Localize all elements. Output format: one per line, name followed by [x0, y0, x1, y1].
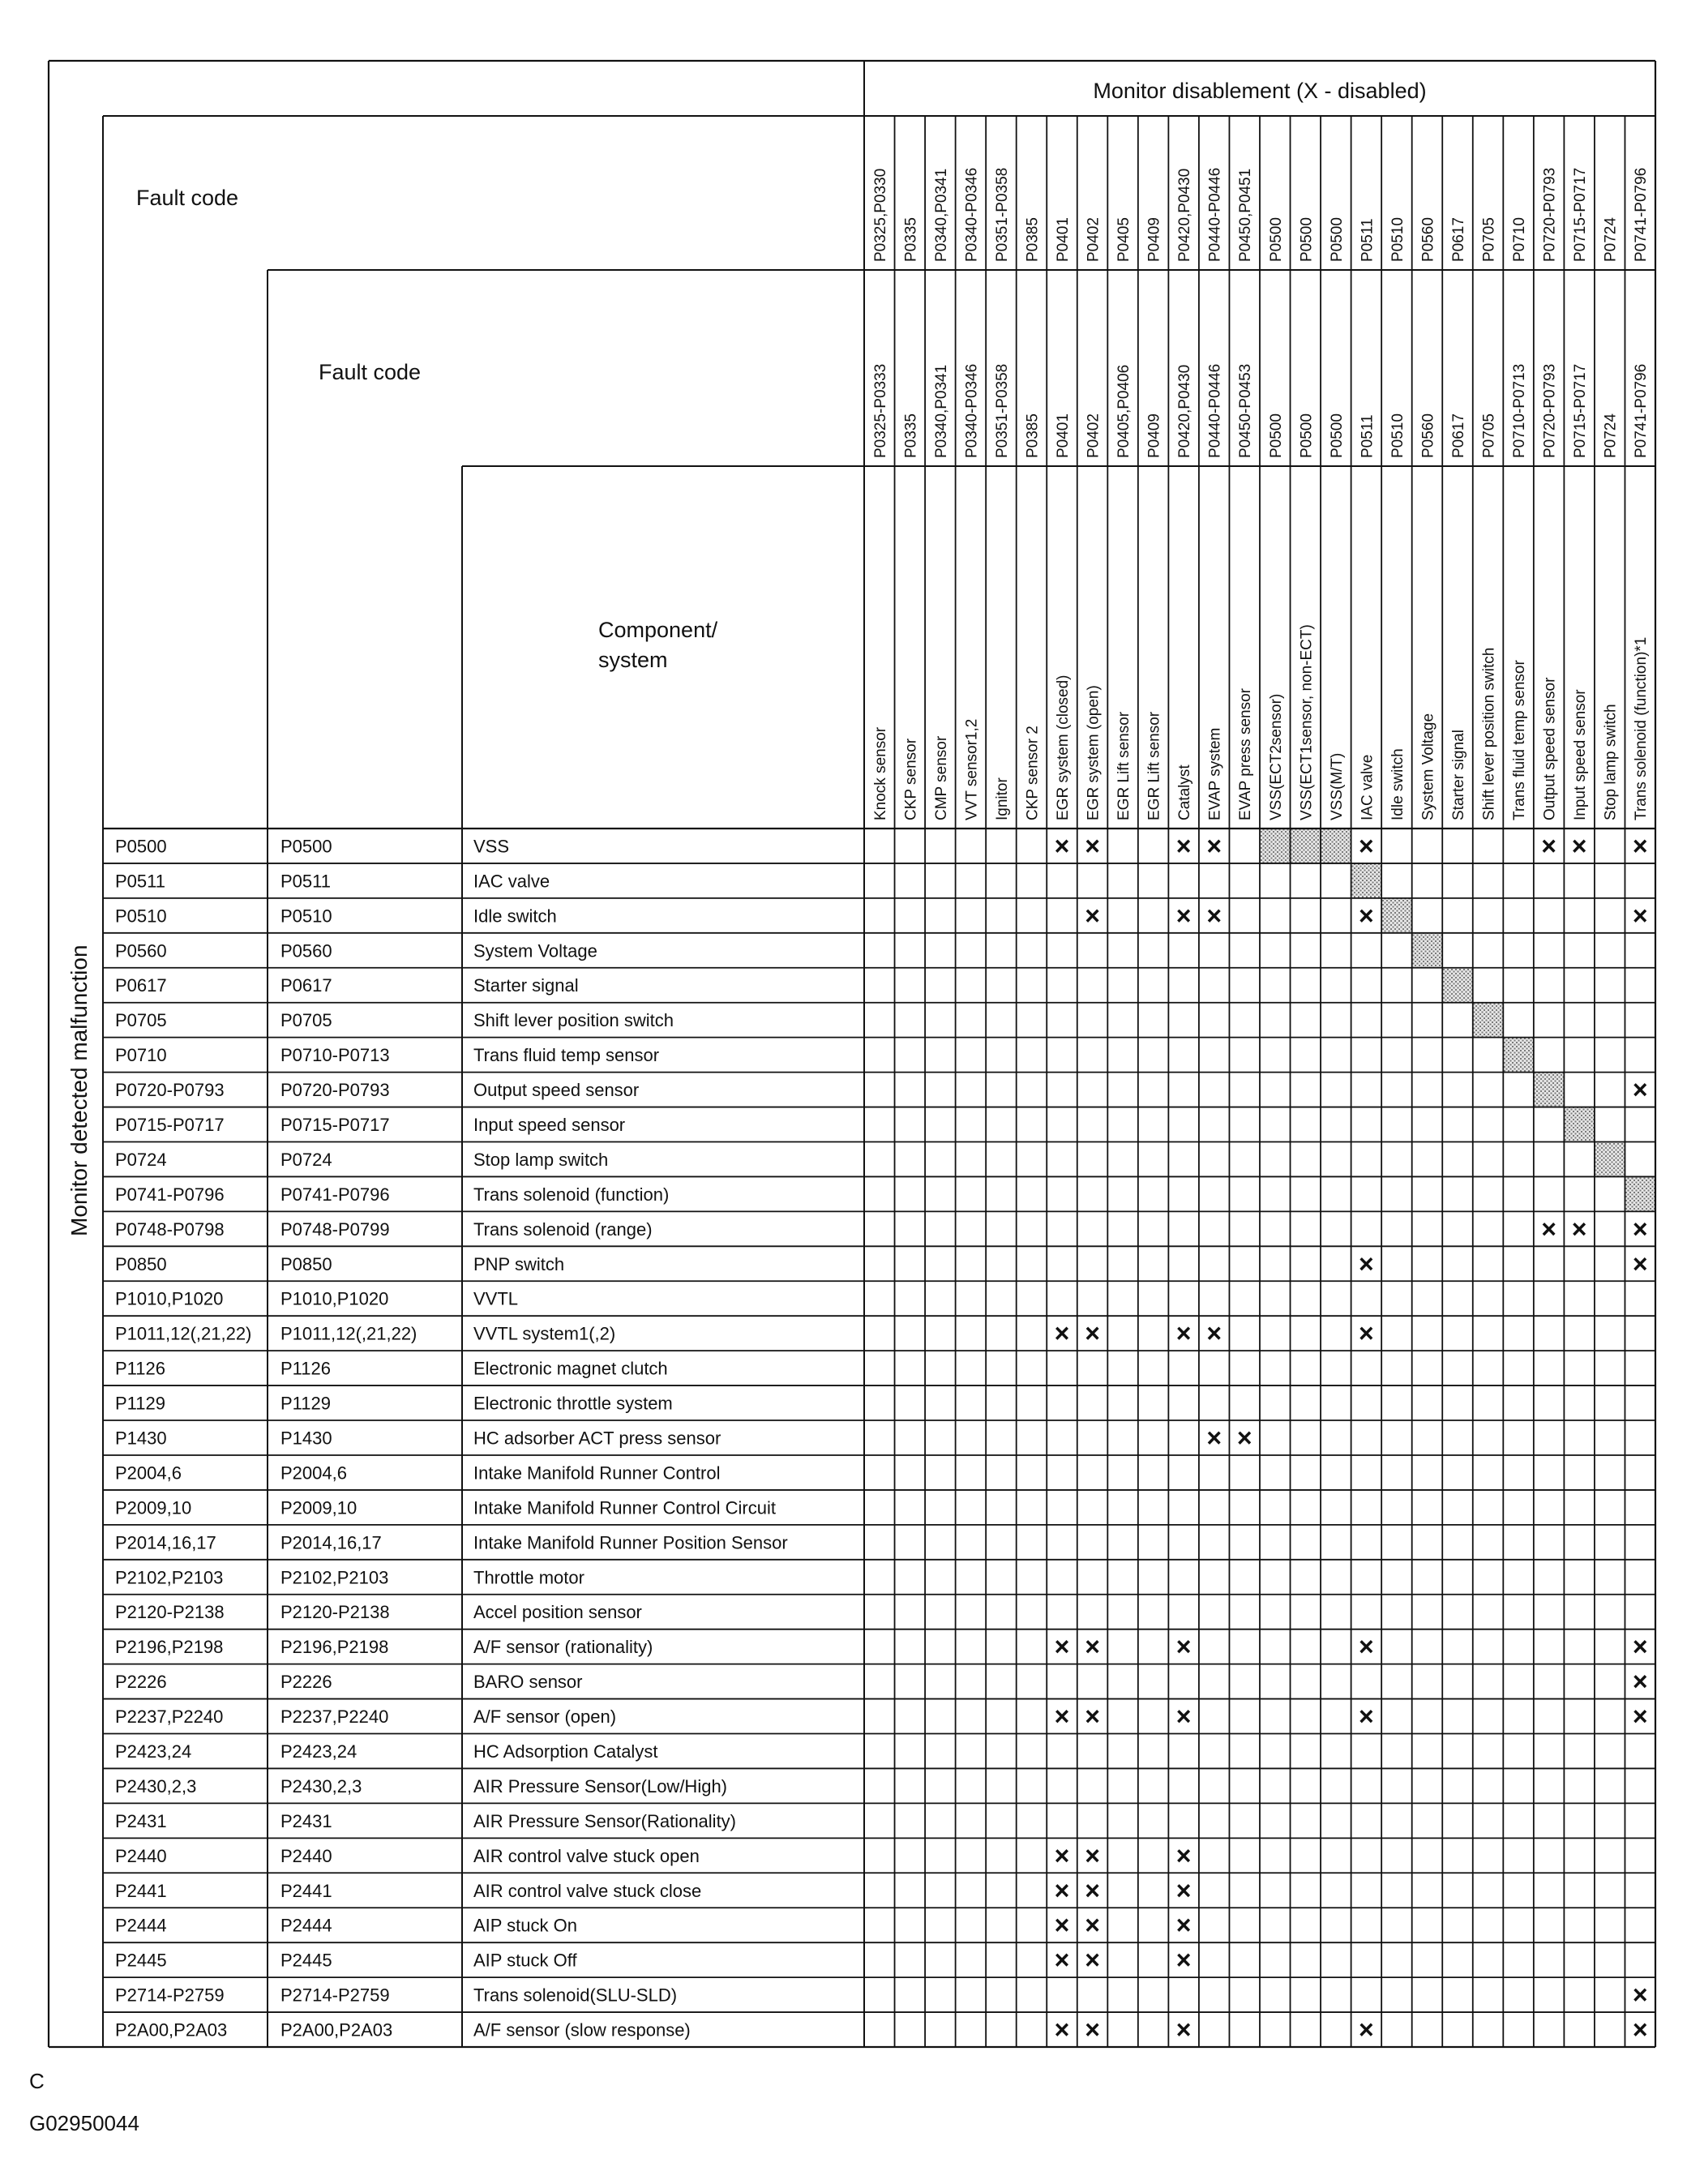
column-component: Starter signal — [1450, 730, 1467, 820]
column-code: P0450,P0451 — [1237, 168, 1255, 262]
disabled-mark: × — [1085, 1702, 1100, 1732]
disabled-mark: × — [1571, 831, 1587, 861]
row-code2: P0617 — [280, 975, 332, 996]
row-component: BARO sensor — [473, 1672, 583, 1693]
row-component: Shift lever position switch — [473, 1010, 674, 1031]
column-code: P0335 — [902, 217, 920, 262]
shaded-cell — [1321, 829, 1351, 863]
column-component: VVT sensor1,2 — [963, 718, 981, 820]
disabled-mark: × — [1632, 1632, 1648, 1662]
row-component: Intake Manifold Runner Control — [473, 1462, 721, 1484]
column-code: P0500 — [1328, 217, 1346, 262]
disabled-mark: × — [1054, 1910, 1070, 1940]
column-component: VSS(ECT1sensor, non-ECT) — [1298, 624, 1316, 820]
column-code2: P0500 — [1267, 413, 1285, 458]
row-code2: P0741-P0796 — [280, 1184, 390, 1205]
column-code: P0500 — [1298, 217, 1316, 262]
shaded-cells — [1260, 829, 1655, 1211]
column-code: P0705 — [1480, 217, 1498, 262]
row-code: P2102,P2103 — [115, 1567, 224, 1588]
shaded-cell — [1291, 829, 1321, 863]
row-code2: P0500 — [280, 836, 332, 857]
disabled-mark: × — [1236, 1423, 1252, 1453]
row-code2: P2714-P2759 — [280, 1985, 390, 2006]
row-code: P2441 — [115, 1880, 167, 1901]
row-axis-label: Monitor detected malfunction — [66, 944, 92, 1236]
row-code: P1010,P1020 — [115, 1288, 224, 1309]
disabled-mark: × — [1632, 1980, 1648, 2010]
row-code: P2A00,P2A03 — [115, 2019, 228, 2041]
row-code2: P2441 — [280, 1880, 332, 1901]
disabled-mark: × — [1632, 1075, 1648, 1105]
column-code2: P0724 — [1602, 413, 1620, 458]
disabled-mark: × — [1206, 1318, 1222, 1348]
row-component: Accel position sensor — [473, 1602, 642, 1623]
row-code: P0560 — [115, 940, 167, 961]
disabled-mark: × — [1175, 1945, 1192, 1975]
disabled-mark: × — [1359, 1632, 1374, 1662]
column-code: P0510 — [1389, 217, 1407, 262]
column-code2: P0385 — [1024, 413, 1042, 458]
row-component: IAC valve — [473, 871, 550, 892]
disabled-mark: × — [1085, 1632, 1100, 1662]
row-code: P1126 — [115, 1358, 165, 1379]
row-code: P0850 — [115, 1253, 167, 1274]
row-code: P2237,P2240 — [115, 1707, 224, 1728]
column-component: EVAP system — [1206, 727, 1224, 820]
column-component: Output speed sensor — [1541, 677, 1559, 820]
row-code2: P2A00,P2A03 — [280, 2019, 393, 2041]
column-code: P0560 — [1419, 217, 1437, 262]
row-code2: P2444 — [280, 1915, 332, 1936]
disabled-mark: × — [1085, 2015, 1100, 2045]
disabled-mark: × — [1175, 1840, 1192, 1870]
shaded-cell — [1503, 1038, 1534, 1073]
monitor-disablement-title: Monitor disablement (X - disabled) — [1093, 79, 1427, 103]
row-code2: P0748-P0799 — [280, 1218, 390, 1240]
disabled-mark: × — [1085, 1945, 1100, 1975]
row-code2: P0710-P0713 — [280, 1045, 390, 1066]
column-code: P0409 — [1145, 217, 1163, 262]
row-code: P0748-P0798 — [115, 1218, 225, 1240]
disabled-mark: × — [1085, 1840, 1100, 1870]
column-component: CMP sensor — [932, 735, 950, 820]
column-component: Shift lever position switch — [1480, 647, 1498, 820]
row-component: VVTL — [473, 1288, 519, 1309]
row-code: P0715-P0717 — [115, 1115, 225, 1136]
shaded-cell — [1473, 1003, 1504, 1038]
row-code: P2431 — [115, 1810, 167, 1831]
figure-id: G02950044 — [29, 2111, 139, 2135]
row-component: AIR Pressure Sensor(Rationality) — [473, 1810, 737, 1831]
disabled-mark: × — [1632, 1248, 1648, 1278]
column-code: P0720-P0793 — [1541, 167, 1559, 262]
row-component: Output speed sensor — [473, 1080, 640, 1101]
shaded-cell — [1534, 1073, 1565, 1107]
disabled-mark: × — [1359, 2015, 1374, 2045]
row-component: Starter signal — [473, 975, 579, 996]
component-header-line2: system — [598, 648, 668, 672]
row-code2: P2445 — [280, 1950, 332, 1971]
column-component: Stop lamp switch — [1602, 704, 1620, 820]
row-code2: P0705 — [280, 1010, 332, 1031]
row-component: Trans solenoid (function) — [473, 1184, 670, 1205]
column-code: P0440-P0446 — [1206, 167, 1224, 262]
row-component: Input speed sensor — [473, 1115, 626, 1136]
row-component: AIR control valve stuck open — [473, 1845, 700, 1866]
row-code2: P0510 — [280, 906, 332, 927]
row-code: P0511 — [115, 871, 165, 892]
disabled-mark: × — [1571, 1214, 1587, 1244]
row-component: A/F sensor (slow response) — [473, 2019, 691, 2041]
disabled-mark: × — [1175, 1875, 1192, 1905]
column-code: P0420,P0430 — [1176, 168, 1194, 262]
column-code2: P0710-P0713 — [1511, 363, 1529, 458]
row-code: P2714-P2759 — [115, 1985, 225, 2006]
row-code2: P2430,2,3 — [280, 1775, 362, 1796]
shaded-cell — [1564, 1107, 1595, 1142]
fault-code-header-inner: Fault code — [319, 360, 422, 384]
disabled-mark: × — [1359, 1248, 1374, 1278]
column-code2: P0401 — [1055, 413, 1072, 458]
row-code2: P0715-P0717 — [280, 1115, 390, 1136]
column-code: P0405 — [1115, 217, 1133, 262]
row-code2: P2120-P2138 — [280, 1602, 390, 1623]
disabled-mark: × — [1085, 1875, 1100, 1905]
shaded-cell — [1381, 898, 1412, 933]
column-component: Catalyst — [1176, 764, 1194, 820]
row-component: Throttle motor — [473, 1567, 584, 1588]
column-code2: P0715-P0717 — [1572, 363, 1590, 458]
row-code: P0617 — [115, 975, 167, 996]
disabled-mark: × — [1632, 1667, 1648, 1697]
row-code2: P0850 — [280, 1253, 332, 1274]
row-code2: P2226 — [280, 1672, 332, 1693]
disabled-mark: × — [1541, 831, 1556, 861]
row-component: Intake Manifold Runner Control Circuit — [473, 1497, 776, 1518]
column-code2: P0409 — [1145, 413, 1163, 458]
row-code2: P1129 — [280, 1393, 331, 1414]
disabled-mark: × — [1175, 1702, 1192, 1732]
column-component: EVAP press sensor — [1237, 688, 1255, 820]
disabled-mark: × — [1359, 1702, 1374, 1732]
row-code2: P1126 — [280, 1358, 331, 1379]
disabled-mark: × — [1054, 1632, 1070, 1662]
column-code2: P0510 — [1389, 413, 1407, 458]
column-component: IAC valve — [1359, 754, 1377, 820]
row-code2: P0720-P0793 — [280, 1080, 390, 1101]
column-code2: P0617 — [1450, 413, 1467, 458]
disabled-mark: × — [1175, 1632, 1192, 1662]
column-code: P0715-P0717 — [1572, 167, 1590, 262]
row-component: System Voltage — [473, 940, 597, 961]
row-component: HC adsorber ACT press sensor — [473, 1428, 721, 1449]
disabled-mark: × — [1054, 1840, 1070, 1870]
column-code: P0724 — [1602, 217, 1620, 262]
column-code: P0401 — [1055, 217, 1072, 262]
column-component: Input speed sensor — [1572, 689, 1590, 820]
column-code2: P0335 — [902, 413, 920, 458]
column-component: CKP sensor — [902, 738, 920, 820]
disabled-mark: × — [1054, 831, 1070, 861]
disabled-mark: × — [1085, 1318, 1100, 1348]
row-code: P0705 — [115, 1010, 167, 1031]
column-component: Idle switch — [1389, 748, 1407, 820]
row-component: A/F sensor (open) — [473, 1707, 617, 1728]
column-code2: P0705 — [1480, 413, 1498, 458]
column-component: EGR system (open) — [1085, 685, 1103, 820]
row-code: P2009,10 — [115, 1497, 192, 1518]
column-code2: P0560 — [1419, 413, 1437, 458]
column-code2: P0351-P0358 — [993, 363, 1011, 458]
row-component: AIP stuck Off — [473, 1950, 577, 1971]
disabled-mark: × — [1054, 1945, 1070, 1975]
column-code: P0511 — [1359, 218, 1377, 262]
row-code2: P1011,12(,21,22) — [280, 1323, 417, 1344]
column-code: P0340-P0346 — [963, 167, 981, 262]
disabled-mark: × — [1175, 1318, 1192, 1348]
disabled-mark: × — [1175, 2015, 1192, 2045]
row-code2: P1430 — [280, 1428, 332, 1449]
row-code: P2430,2,3 — [115, 1775, 197, 1796]
disabled-mark: × — [1632, 831, 1648, 861]
column-code2: P0720-P0793 — [1541, 363, 1559, 458]
column-component: EGR Lift sensor — [1145, 711, 1163, 820]
row-component: AIR Pressure Sensor(Low/High) — [473, 1775, 728, 1796]
disabled-mark: × — [1206, 901, 1222, 931]
column-component: VSS(M/T) — [1328, 752, 1346, 820]
row-component: Stop lamp switch — [473, 1149, 609, 1170]
column-code2: P0402 — [1085, 413, 1103, 458]
row-code: P2196,P2198 — [115, 1637, 224, 1658]
disabled-mark: × — [1632, 1214, 1648, 1244]
row-component: AIR control valve stuck close — [473, 1880, 702, 1901]
column-code2: P0741-P0796 — [1633, 363, 1651, 458]
corner-letter: C — [29, 2069, 45, 2093]
disabled-mark: × — [1632, 901, 1648, 931]
row-component: Idle switch — [473, 906, 557, 927]
row-code: P2120-P2138 — [115, 1602, 225, 1623]
row-component: PNP switch — [473, 1253, 565, 1274]
row-code2: P2440 — [280, 1845, 332, 1866]
shaded-cell — [1351, 863, 1382, 898]
column-code2: P0450-P0453 — [1237, 363, 1255, 458]
column-code2: P0325-P0333 — [871, 363, 889, 458]
row-code2: P0724 — [280, 1149, 332, 1170]
column-component: System Voltage — [1419, 713, 1437, 820]
row-component: Electronic throttle system — [473, 1393, 673, 1414]
column-code: P0741-P0796 — [1633, 167, 1651, 262]
row-component: Electronic magnet clutch — [473, 1358, 668, 1379]
row-component: AIP stuck On — [473, 1915, 577, 1936]
column-code2: P0500 — [1298, 413, 1316, 458]
disabled-mark: × — [1175, 1910, 1192, 1940]
row-component: Trans fluid temp sensor — [473, 1045, 660, 1066]
row-code2: P2237,P2240 — [280, 1707, 389, 1728]
disabled-mark: × — [1054, 2015, 1070, 2045]
disabled-mark: × — [1054, 1318, 1070, 1348]
row-component: Trans solenoid(SLU-SLD) — [473, 1985, 678, 2006]
shaded-cell — [1595, 1141, 1625, 1176]
row-code: P0720-P0793 — [115, 1080, 225, 1101]
row-code2: P2014,16,17 — [280, 1532, 382, 1553]
disabled-mark: × — [1632, 2015, 1648, 2045]
column-component: EGR Lift sensor — [1115, 711, 1133, 820]
row-code: P2440 — [115, 1845, 167, 1866]
column-code2: P0420,P0430 — [1176, 364, 1194, 458]
column-code2: P0500 — [1328, 413, 1346, 458]
column-code: P0617 — [1450, 217, 1467, 262]
row-component: Intake Manifold Runner Position Sensor — [473, 1532, 788, 1553]
row-component: HC Adsorption Catalyst — [473, 1741, 658, 1762]
column-code: P0325,P0330 — [871, 168, 889, 262]
row-component: A/F sensor (rationality) — [473, 1637, 653, 1658]
shaded-cell — [1412, 933, 1443, 968]
component-header-line1: Component/ — [598, 618, 718, 642]
disabled-mark: × — [1175, 901, 1192, 931]
disabled-mark: × — [1359, 1318, 1374, 1348]
disabled-mark: × — [1054, 1702, 1070, 1732]
row-code: P2226 — [115, 1672, 167, 1693]
column-code2: P0440-P0446 — [1206, 363, 1224, 458]
row-code2: P2009,10 — [280, 1497, 358, 1518]
column-component: Ignitor — [993, 777, 1011, 820]
row-component: VVTL system1(,2) — [473, 1323, 616, 1344]
row-code: P0724 — [115, 1149, 167, 1170]
row-code: P2004,6 — [115, 1462, 182, 1484]
disabled-mark: × — [1206, 1423, 1222, 1453]
column-code: P0340,P0341 — [932, 168, 950, 262]
row-code: P0510 — [115, 906, 167, 927]
shaded-cell — [1260, 829, 1291, 863]
fault-code-header-outer: Fault code — [136, 186, 239, 210]
shaded-cell — [1442, 968, 1473, 1003]
column-code2: P0405,P0406 — [1115, 364, 1133, 458]
column-code: P0385 — [1024, 217, 1042, 262]
row-code2: P0560 — [280, 940, 332, 961]
column-code: P0351-P0358 — [993, 167, 1011, 262]
row-code: P2444 — [115, 1915, 167, 1936]
row-code2: P1010,P1020 — [280, 1288, 389, 1309]
column-code2: P0340,P0341 — [932, 364, 950, 458]
shaded-cell — [1625, 1176, 1655, 1211]
disabled-mark: × — [1175, 831, 1192, 861]
column-code: P0710 — [1511, 217, 1529, 262]
disabled-mark: × — [1054, 1875, 1070, 1905]
row-code: P2423,24 — [115, 1741, 192, 1762]
row-code: P1430 — [115, 1428, 167, 1449]
disabled-mark: × — [1359, 831, 1374, 861]
row-component: VSS — [473, 836, 510, 857]
column-component: Trans solenoid (function)*1 — [1633, 636, 1651, 820]
row-code2: P2196,P2198 — [280, 1637, 389, 1658]
row-code2: P2423,24 — [280, 1741, 358, 1762]
row-component: Trans solenoid (range) — [473, 1218, 653, 1240]
column-code2: P0511 — [1359, 414, 1377, 458]
column-component: Knock sensor — [871, 726, 889, 820]
column-code2: P0340-P0346 — [963, 363, 981, 458]
disabled-mark: × — [1085, 831, 1100, 861]
column-component: EGR system (closed) — [1055, 674, 1072, 820]
disabled-mark: × — [1541, 1214, 1556, 1244]
disabled-mark: × — [1359, 901, 1374, 931]
row-code: P2014,16,17 — [115, 1532, 216, 1553]
row-code: P2445 — [115, 1950, 167, 1971]
row-code2: P0511 — [280, 871, 331, 892]
row-code: P0710 — [115, 1045, 167, 1066]
column-component: Trans fluid temp sensor — [1511, 660, 1529, 820]
row-code: P1129 — [115, 1393, 165, 1414]
column-component: CKP sensor 2 — [1024, 726, 1042, 820]
row-code: P0500 — [115, 836, 167, 857]
row-code2: P2431 — [280, 1810, 332, 1831]
row-code: P0741-P0796 — [115, 1184, 225, 1205]
column-component: VSS(ECT2sensor) — [1267, 693, 1285, 820]
column-code: P0500 — [1267, 217, 1285, 262]
row-code2: P2004,6 — [280, 1462, 347, 1484]
disabled-mark: × — [1206, 831, 1222, 861]
row-code: P1011,12(,21,22) — [115, 1323, 252, 1344]
row-code2: P2102,P2103 — [280, 1567, 389, 1588]
disabled-mark: × — [1632, 1702, 1648, 1732]
column-code: P0402 — [1085, 217, 1103, 262]
disabled-mark: × — [1085, 901, 1100, 931]
disabled-mark: × — [1085, 1910, 1100, 1940]
